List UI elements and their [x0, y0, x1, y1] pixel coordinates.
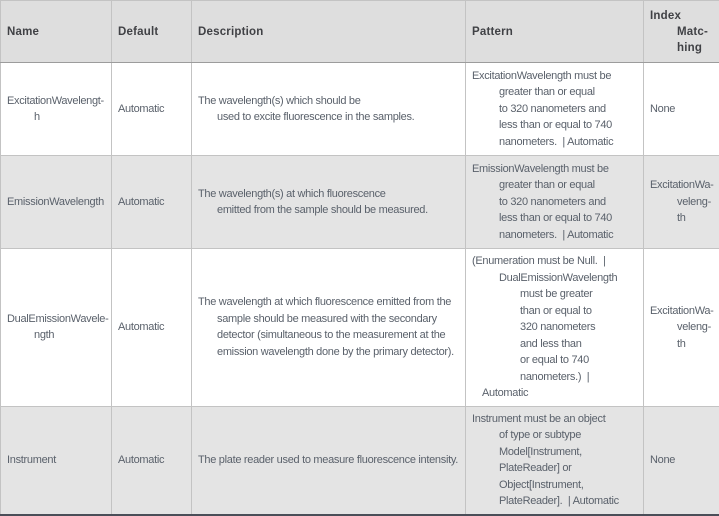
- text-line: 320 nanometers: [520, 321, 596, 333]
- text-line: hing: [677, 41, 703, 54]
- description-cell: [192, 406, 466, 515]
- text-line: The wavelength(s) which should be: [198, 94, 361, 107]
- index-matching-cell: [644, 156, 719, 249]
- pattern-cell: [466, 156, 644, 249]
- description-cell: [192, 63, 466, 156]
- text-line: DualEmissionWavelength: [499, 271, 618, 284]
- default-cell: [112, 249, 192, 407]
- text-line: less than or equal to 740: [499, 212, 612, 225]
- text-line: Model[Instrument,: [499, 445, 582, 458]
- text-line: Instrument: [7, 453, 56, 466]
- text-line: ExcitationWa-: [650, 304, 714, 317]
- text-line: DualEmissionWavele-: [7, 312, 109, 325]
- description-cell: [192, 156, 466, 249]
- text-line: emitted from the sample should be measured.: [217, 204, 428, 216]
- text-line: th: [677, 337, 686, 350]
- default-cell: [112, 156, 192, 249]
- text-line: th: [677, 212, 686, 225]
- text-line: Automatic: [118, 102, 165, 115]
- text-line: nanometers.) |: [520, 370, 590, 383]
- text-line: greater than or equal: [499, 179, 595, 192]
- text-line: The wavelength(s) at which fluorescence: [198, 187, 386, 200]
- table-row-emission-wavelength: [1, 156, 719, 249]
- text-line: Index: [650, 9, 682, 22]
- text-line: Automatic: [118, 195, 165, 208]
- default-cell: [112, 63, 192, 156]
- text-line: PlateReader]. | Automatic: [499, 495, 619, 507]
- name-cell: [1, 156, 112, 249]
- text-line: to 320 nanometers and: [499, 102, 606, 115]
- text-line: veleng-: [677, 321, 711, 333]
- table-row-excitation-wavelength: [1, 63, 719, 156]
- text-line: Automatic: [118, 453, 165, 466]
- text-line: Automatic: [482, 387, 529, 399]
- text-line: EmissionWavelength: [7, 195, 104, 208]
- text-line: None: [650, 453, 676, 466]
- pattern-cell: [466, 249, 644, 407]
- text-line: Matc-: [677, 25, 709, 38]
- default-cell: [112, 406, 192, 515]
- index-matching-cell: [644, 63, 719, 156]
- column-header-name: Name: [1, 1, 112, 63]
- text-line: of type or subtype: [499, 429, 582, 441]
- text-line: PlateReader] or: [499, 462, 572, 474]
- text-line: less than or equal to 740: [499, 119, 612, 132]
- text-line: or equal to 740: [520, 354, 589, 366]
- text-line: (Enumeration must be Null. |: [472, 255, 606, 267]
- text-line: used to excite fluorescence in the samples.: [217, 111, 415, 123]
- text-line: None: [650, 102, 676, 115]
- text-line: emission wavelength done by the primary detector).: [217, 345, 454, 358]
- text-line: nanometers. | Automatic: [499, 228, 614, 241]
- text-line: ExcitationWavelengt-: [7, 94, 104, 107]
- table-row-dual-emission-wavelength: [1, 249, 719, 407]
- table-body: [1, 63, 719, 516]
- text-line: Object[Instrument,: [499, 478, 584, 491]
- description-cell: [192, 249, 466, 407]
- column-header-description: Description: [192, 1, 466, 63]
- column-header-default: Default: [112, 1, 192, 63]
- text-line: ngth: [34, 329, 55, 342]
- text-line: ExcitationWa-: [650, 179, 714, 192]
- index-matching-cell: [644, 406, 719, 515]
- text-line: must be greater: [520, 288, 593, 300]
- table-row-instrument: [1, 406, 719, 515]
- name-cell: [1, 249, 112, 407]
- text-line: greater than or equal: [499, 86, 595, 99]
- pattern-cell: [466, 406, 644, 515]
- text-line: and less than: [520, 337, 582, 350]
- text-line: nanometers. | Automatic: [499, 135, 614, 148]
- name-cell: [1, 406, 112, 515]
- text-line: The plate reader used to measure fluorescence intensity.: [198, 453, 458, 466]
- name-cell: [1, 63, 112, 156]
- index-matching-cell: [644, 249, 719, 407]
- text-line: sample should be measured with the secondary: [217, 312, 437, 325]
- text-line: EmissionWavelength must be: [472, 162, 609, 175]
- text-line: than or equal to: [520, 304, 592, 317]
- text-line: h: [34, 111, 40, 123]
- column-header-index-matching: [644, 1, 719, 63]
- table-header-row: [1, 1, 719, 63]
- text-line: ExcitationWavelength must be: [472, 69, 612, 82]
- text-line: to 320 nanometers and: [499, 195, 606, 208]
- column-header-pattern: Pattern: [466, 1, 644, 63]
- text-line: The wavelength at which fluorescence emitted from the: [198, 296, 452, 309]
- pattern-cell: [466, 63, 644, 156]
- text-line: detector (simultaneous to the measurement at the: [217, 329, 446, 342]
- text-line: Instrument must be an object: [472, 412, 606, 425]
- text-line: Automatic: [118, 321, 165, 333]
- text-line: veleng-: [677, 195, 711, 208]
